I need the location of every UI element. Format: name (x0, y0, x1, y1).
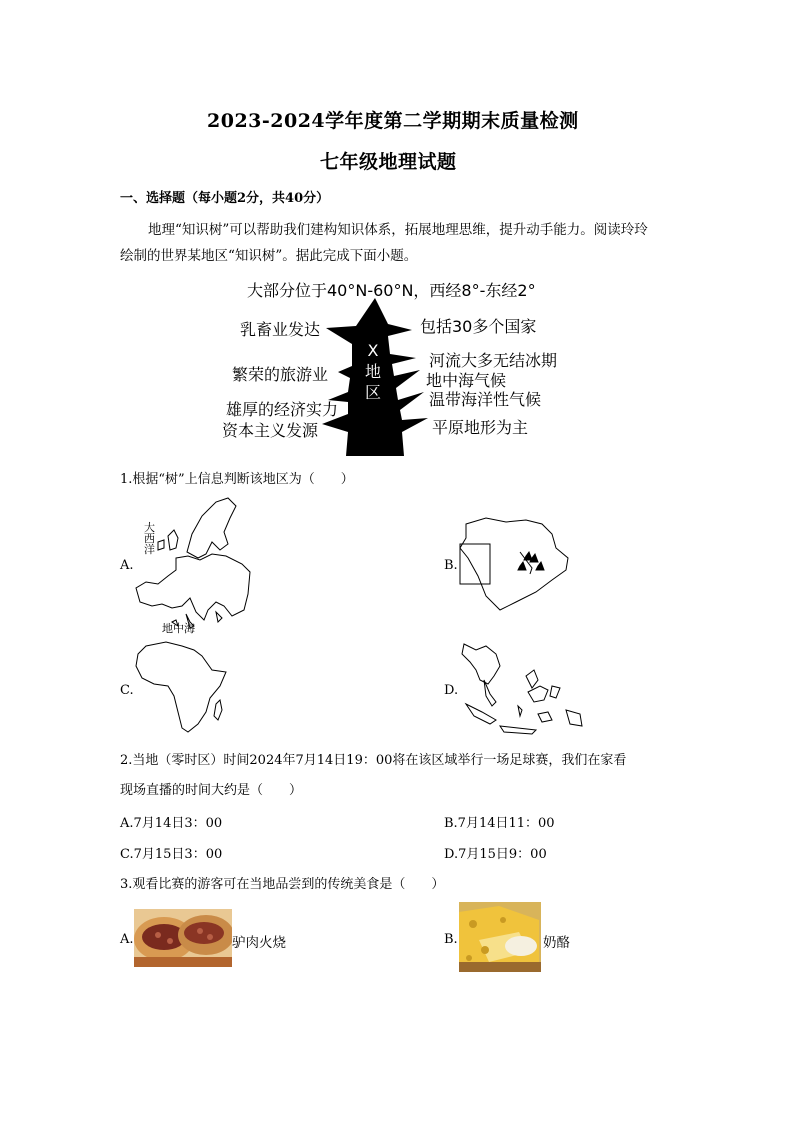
tree-left-label-3: 雄厚的经济实力 (226, 400, 339, 419)
q2-option-d[interactable]: D.7月15日9：00 (444, 847, 547, 862)
tree-left-label-2: 繁荣的旅游业 (232, 365, 329, 384)
q1-option-b-key[interactable]: B. (444, 558, 458, 573)
q1-option-d-key[interactable]: D. (444, 683, 459, 698)
trunk-char-x: X (367, 341, 379, 360)
intro-line-1: 地理“知识树”可以帮助我们建构知识体系，拓展地理思维，提升动手能力。阅读玲玲 (148, 222, 648, 238)
tree-trunk-label (365, 340, 381, 403)
exam-title: 2023-2024学年度第二学期期末质量检测 (207, 110, 579, 132)
exam-subtitle: 七年级地理试题 (320, 151, 457, 173)
tree-right-label-3: 地中海气候 (426, 371, 507, 390)
map-label-atlantic: 大 西 洋 (144, 521, 155, 556)
q2-stem-line-1: 2.当地（零时区）时间2024年7月14日19：00将在该区域举行一场足球赛，我们在家看 (120, 753, 627, 768)
q1-option-a-map[interactable] (132, 494, 252, 636)
tree-right-label-2: 河流大多无结冰期 (429, 351, 558, 370)
q1-option-c-key[interactable]: C. (120, 683, 134, 698)
q1-option-a-key[interactable]: A. (120, 558, 134, 573)
trunk-char-qu: 区 (365, 383, 382, 402)
q3-option-b-image[interactable] (459, 902, 541, 972)
cheese-image (459, 902, 541, 972)
trunk-char-di: 地 (365, 362, 382, 381)
tree-right-label-1: 包括30多个国家 (420, 317, 537, 336)
donkey-burger-image (134, 909, 232, 967)
tree-left-label-4: 资本主义发源 (222, 421, 319, 440)
q2-option-b[interactable]: B.7月14日11：00 (444, 816, 555, 831)
section-heading: 一、选择题（每小题2分，共40分） (120, 191, 330, 206)
tree-right-label-5: 平原地形为主 (432, 418, 529, 437)
q2-stem-line-2: 现场直播的时间大约是（ ） (120, 783, 303, 798)
q3-option-b-key[interactable]: B. (444, 932, 458, 947)
tree-right-label-4: 温带海洋性气候 (429, 390, 542, 409)
q3-stem: 3.观看比赛的游客可在当地品尝到的传统美食是（ ） (120, 877, 445, 892)
map-label-mediterranean: 地中海 (162, 622, 195, 635)
tree-left-label-1: 乳畜业发达 (240, 320, 321, 339)
q3-option-a-image[interactable] (134, 909, 232, 967)
q2-option-a[interactable]: A.7月14日3：00 (120, 816, 223, 831)
europe-map (132, 494, 252, 636)
q2-option-c[interactable]: C.7月15日3：00 (120, 847, 223, 862)
intro-line-2: 绘制的世界某地区“知识树”。据此完成下面小题。 (120, 248, 418, 264)
q3-option-a-key[interactable]: A. (120, 932, 134, 947)
southeast-asia-map (456, 640, 586, 736)
q1-stem: 1.根据“树”上信息判断该地区为（ ） (120, 472, 354, 487)
q1-option-c-map[interactable] (132, 640, 232, 736)
q1-option-d-map[interactable] (456, 640, 586, 736)
q3-option-b-label: 奶酪 (543, 935, 570, 951)
africa-map (132, 640, 232, 736)
tree-top-label: 大部分位于40°N-60°N，西经8°-东经2° (247, 281, 536, 300)
q3-option-a-label: 驴肉火烧 (232, 935, 286, 951)
middle-east-map (456, 514, 576, 614)
q1-option-b-map[interactable] (456, 514, 576, 614)
